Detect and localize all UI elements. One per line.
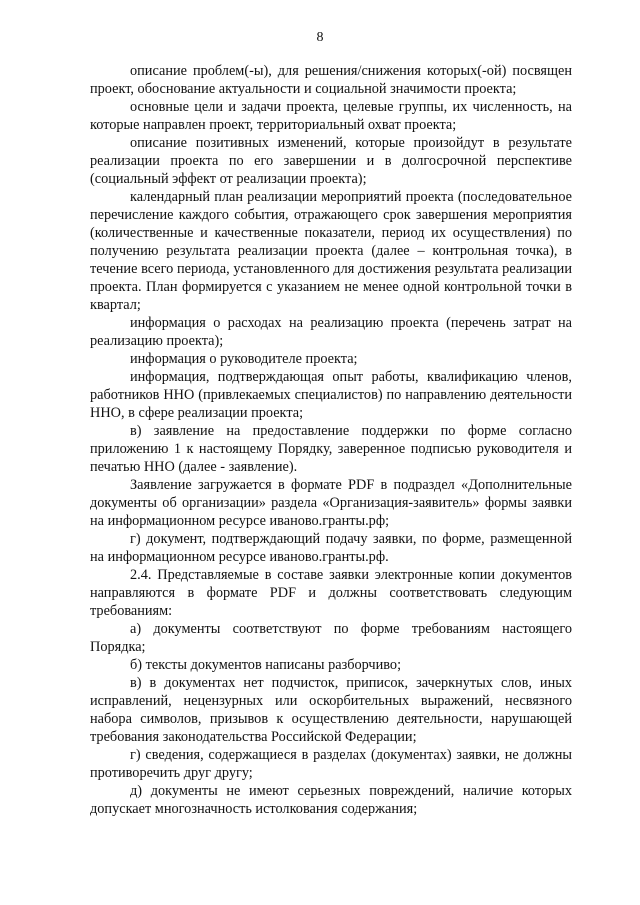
document-body (90, 62, 572, 818)
paragraph-item-v-application: в) заявление на предоставление поддержки по форме согласно приложению 1 к настоящему Порядку, заверенное подписью руководителя и печатью ННО (далее - заявление). (90, 423, 572, 475)
paragraph-calendar-plan: календарный план реализации мероприятий проекта (последовательное перечисление каждого события, отражающего срок завершения мероприятия (количественные и качественные показатели, период их осуществления) по получению результата реализации проекта (далее – контрольная точка), в течение всего периода, установленного для достижения результата реализации проекта. План формируется с указанием не менее одной контрольной точки в квартал; (90, 189, 572, 313)
paragraph-expenses-info: информация о расходах на реализацию проекта (перечень затрат на реализацию проекта); (90, 315, 572, 349)
paragraph-requirement-a: а) документы соответствуют по форме требованиям настоящего Порядка; (90, 621, 572, 655)
paragraph-requirement-b: б) тексты документов написаны разборчиво; (130, 657, 402, 673)
paragraph-positive-changes: описание позитивных изменений, которые произойдут в результате реализации проекта по его завершении и в долгосрочной перспективе (социальный эффект от реализации проекта); (90, 135, 572, 187)
paragraph-application-upload: Заявление загружается в формате PDF в подраздел «Дополнительные документы об организации» раздела «Организация-заявитель» формы заявки на информационном ресурсе иваново.гранты.рф; (90, 477, 572, 529)
paragraph-problem-description: описание проблем(-ы), для решения/снижения которых(-ой) посвящен проект, обоснование актуальности и социальной значимости проекта; (90, 63, 572, 97)
page-number: 8 (316, 30, 324, 45)
paragraph-goals-and-tasks: основные цели и задачи проекта, целевые группы, их численность, на которые направлен проект, территориальный охват проекта; (90, 99, 572, 133)
paragraph-item-g-submission-document: г) документ, подтверждающий подачу заявки, по форме, размещенной на информационном ресурсе иваново.гранты.рф. (90, 531, 572, 565)
paragraph-section-2-4: 2.4. Представляемые в составе заявки электронные копии документов направляются в формате PDF и должны соответствовать следующим требованиям: (90, 567, 572, 619)
paragraph-experience-info: информация, подтверждающая опыт работы, квалификацию членов, работников ННО (привлекаемых специалистов) по направлению деятельности ННО, в сфере реализации проекта; (90, 369, 572, 421)
paragraph-requirement-v: в) в документах нет подчисток, приписок, зачеркнутых слов, иных исправлений, нецензурных или оскорбительных выражений, несвязного набора символов, призывов к осуществлению деятельности, нарушающей требования законодательства Российской Федерации; (90, 675, 572, 745)
paragraph-project-manager-info: информация о руководителе проекта; (130, 351, 358, 367)
paragraph-requirement-g: г) сведения, содержащиеся в разделах (документах) заявки, не должны противоречить друг другу; (90, 747, 572, 781)
paragraph-requirement-d: д) документы не имеют серьезных повреждений, наличие которых допускает многозначность истолкования содержания; (90, 783, 572, 817)
